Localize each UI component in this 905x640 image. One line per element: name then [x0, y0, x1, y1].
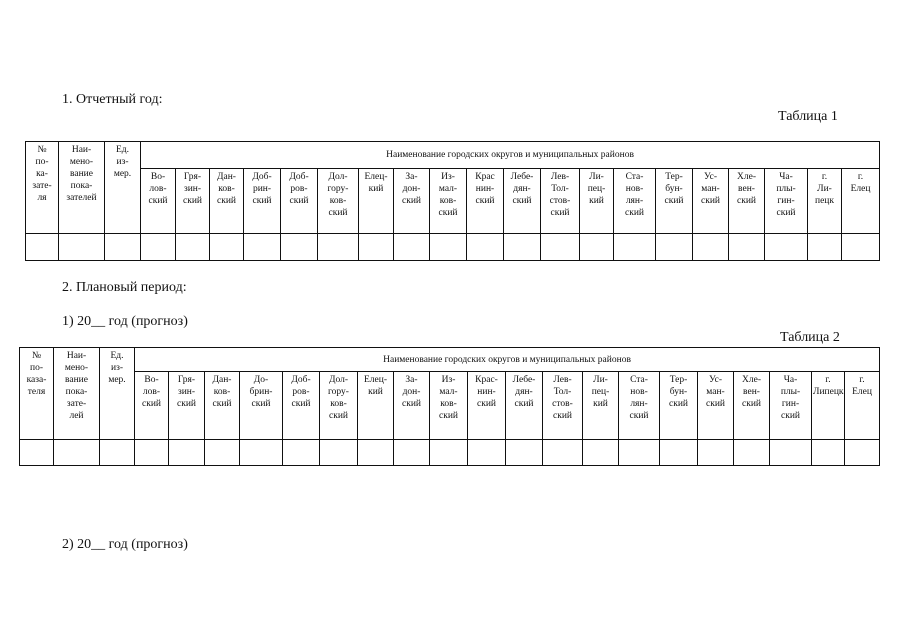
- district-header-7: Елец- кий: [358, 372, 394, 440]
- table-1-caption: Таблица 1: [778, 109, 838, 124]
- district-header-14: Ста- нов- лян- ский: [614, 169, 656, 234]
- data-cell[interactable]: [614, 234, 656, 261]
- data-cell[interactable]: [394, 234, 430, 261]
- table-1: [25, 141, 880, 261]
- district-header-6: Дол- гору- ков- ский: [320, 372, 358, 440]
- data-cell[interactable]: [394, 440, 430, 466]
- data-cell[interactable]: [210, 234, 244, 261]
- data-cell[interactable]: [26, 234, 59, 261]
- district-header-3: Дан- ков- ский: [210, 169, 244, 234]
- district-header-19: г. Ли- пецк: [808, 169, 842, 234]
- data-cell[interactable]: [244, 234, 281, 261]
- data-cell[interactable]: [580, 234, 614, 261]
- data-cell[interactable]: [770, 440, 812, 466]
- data-cell[interactable]: [693, 234, 729, 261]
- data-cell[interactable]: [812, 440, 845, 466]
- data-cell[interactable]: [141, 234, 176, 261]
- data-cell[interactable]: [100, 440, 135, 466]
- header-unit: Ед. из- мер.: [100, 348, 135, 440]
- district-header-8: За- дон- ский: [394, 372, 430, 440]
- header-indicator-name: Наи- мено- вание пока- зате- лей: [54, 348, 100, 440]
- data-cell[interactable]: [504, 234, 541, 261]
- district-header-13: Ли- пец- кий: [580, 169, 614, 234]
- data-cell[interactable]: [583, 440, 619, 466]
- district-header-12: Лев- Тол- стов- ский: [543, 372, 583, 440]
- district-header-6: Дол- гору- ков- ский: [318, 169, 359, 234]
- data-cell[interactable]: [543, 440, 583, 466]
- data-cell[interactable]: [320, 440, 358, 466]
- district-header-20: г. Елец: [845, 372, 880, 440]
- data-cell[interactable]: [430, 440, 468, 466]
- district-header-5: Доб- ров- ский: [281, 169, 318, 234]
- district-header-13: Ли- пец- кий: [583, 372, 619, 440]
- data-cell[interactable]: [59, 234, 105, 261]
- district-header-1: Во- лов- ский: [135, 372, 169, 440]
- forecast-year-1-heading: 1) 20__ год (прогноз): [62, 314, 188, 329]
- section-1-heading: 1. Отчетный год:: [62, 92, 163, 107]
- data-cell[interactable]: [656, 234, 693, 261]
- header-unit: Ед. из- мер.: [105, 142, 141, 234]
- data-cell[interactable]: [729, 234, 765, 261]
- forecast-year-2-heading: 2) 20__ год (прогноз): [62, 537, 188, 552]
- data-cell[interactable]: [20, 440, 54, 466]
- header-indicator-number: № по- ка- зате- ля: [26, 142, 59, 234]
- data-cell[interactable]: [765, 234, 808, 261]
- data-cell[interactable]: [358, 440, 394, 466]
- district-header-11: Лебе- дян- ский: [506, 372, 543, 440]
- data-cell[interactable]: [283, 440, 320, 466]
- data-cell[interactable]: [808, 234, 842, 261]
- data-cell[interactable]: [240, 440, 283, 466]
- district-header-4: Доб- рин- ский: [244, 169, 281, 234]
- data-cell[interactable]: [281, 234, 318, 261]
- data-cell[interactable]: [845, 440, 880, 466]
- data-cell[interactable]: [619, 440, 660, 466]
- district-header-5: Доб- ров- ский: [283, 372, 320, 440]
- data-cell[interactable]: [318, 234, 359, 261]
- header-districts-group: Наименование городских округов и муниципальных районов: [135, 348, 880, 372]
- data-cell[interactable]: [135, 440, 169, 466]
- district-header-18: Ча- плы- гин- ский: [765, 169, 808, 234]
- data-cell[interactable]: [660, 440, 698, 466]
- district-header-2: Гря- зин- ский: [169, 372, 205, 440]
- district-header-8: За- дон- ский: [394, 169, 430, 234]
- district-header-10: Крас- нин- ский: [468, 372, 506, 440]
- district-header-4: До- брин- ский: [240, 372, 283, 440]
- district-header-19: г. Липецк: [812, 372, 845, 440]
- header-districts-group: Наименование городских округов и муниципальных районов: [141, 142, 880, 169]
- data-cell[interactable]: [105, 234, 141, 261]
- district-header-16: Ус- ман- ский: [693, 169, 729, 234]
- district-header-12: Лев- Тол- стов- ский: [541, 169, 580, 234]
- header-indicator-name: Наи- мено- вание пока- зателей: [59, 142, 105, 234]
- data-cell[interactable]: [506, 440, 543, 466]
- district-header-1: Во- лов- ский: [141, 169, 176, 234]
- district-header-16: Ус- ман- ский: [698, 372, 734, 440]
- data-cell[interactable]: [54, 440, 100, 466]
- district-header-10: Крас нин- ский: [467, 169, 504, 234]
- district-header-15: Тер- бун- ский: [656, 169, 693, 234]
- table-2: [19, 347, 880, 466]
- data-cell[interactable]: [734, 440, 770, 466]
- section-2-heading: 2. Плановый период:: [62, 280, 187, 295]
- district-header-17: Хле- вен- ский: [734, 372, 770, 440]
- data-cell[interactable]: [467, 234, 504, 261]
- data-cell[interactable]: [698, 440, 734, 466]
- district-header-14: Ста- нов- лян- ский: [619, 372, 660, 440]
- table-2-caption: Таблица 2: [780, 330, 840, 345]
- data-cell[interactable]: [468, 440, 506, 466]
- district-header-17: Хле- вен- ский: [729, 169, 765, 234]
- district-header-3: Дан- ков- ский: [205, 372, 240, 440]
- district-header-18: Ча- плы- гин- ский: [770, 372, 812, 440]
- header-indicator-number: № по- каза- теля: [20, 348, 54, 440]
- district-header-20: г. Елец: [842, 169, 880, 234]
- data-cell[interactable]: [169, 440, 205, 466]
- district-header-11: Лебе- дян- ский: [504, 169, 541, 234]
- data-cell[interactable]: [205, 440, 240, 466]
- data-cell[interactable]: [176, 234, 210, 261]
- data-cell[interactable]: [842, 234, 880, 261]
- district-header-2: Гря- зин- ский: [176, 169, 210, 234]
- data-cell[interactable]: [359, 234, 394, 261]
- data-cell[interactable]: [430, 234, 467, 261]
- district-header-9: Из- мал- ков- ский: [430, 169, 467, 234]
- district-header-7: Елец- кий: [359, 169, 394, 234]
- district-header-9: Из- мал- ков- ский: [430, 372, 468, 440]
- district-header-15: Тер- бун- ский: [660, 372, 698, 440]
- data-cell[interactable]: [541, 234, 580, 261]
